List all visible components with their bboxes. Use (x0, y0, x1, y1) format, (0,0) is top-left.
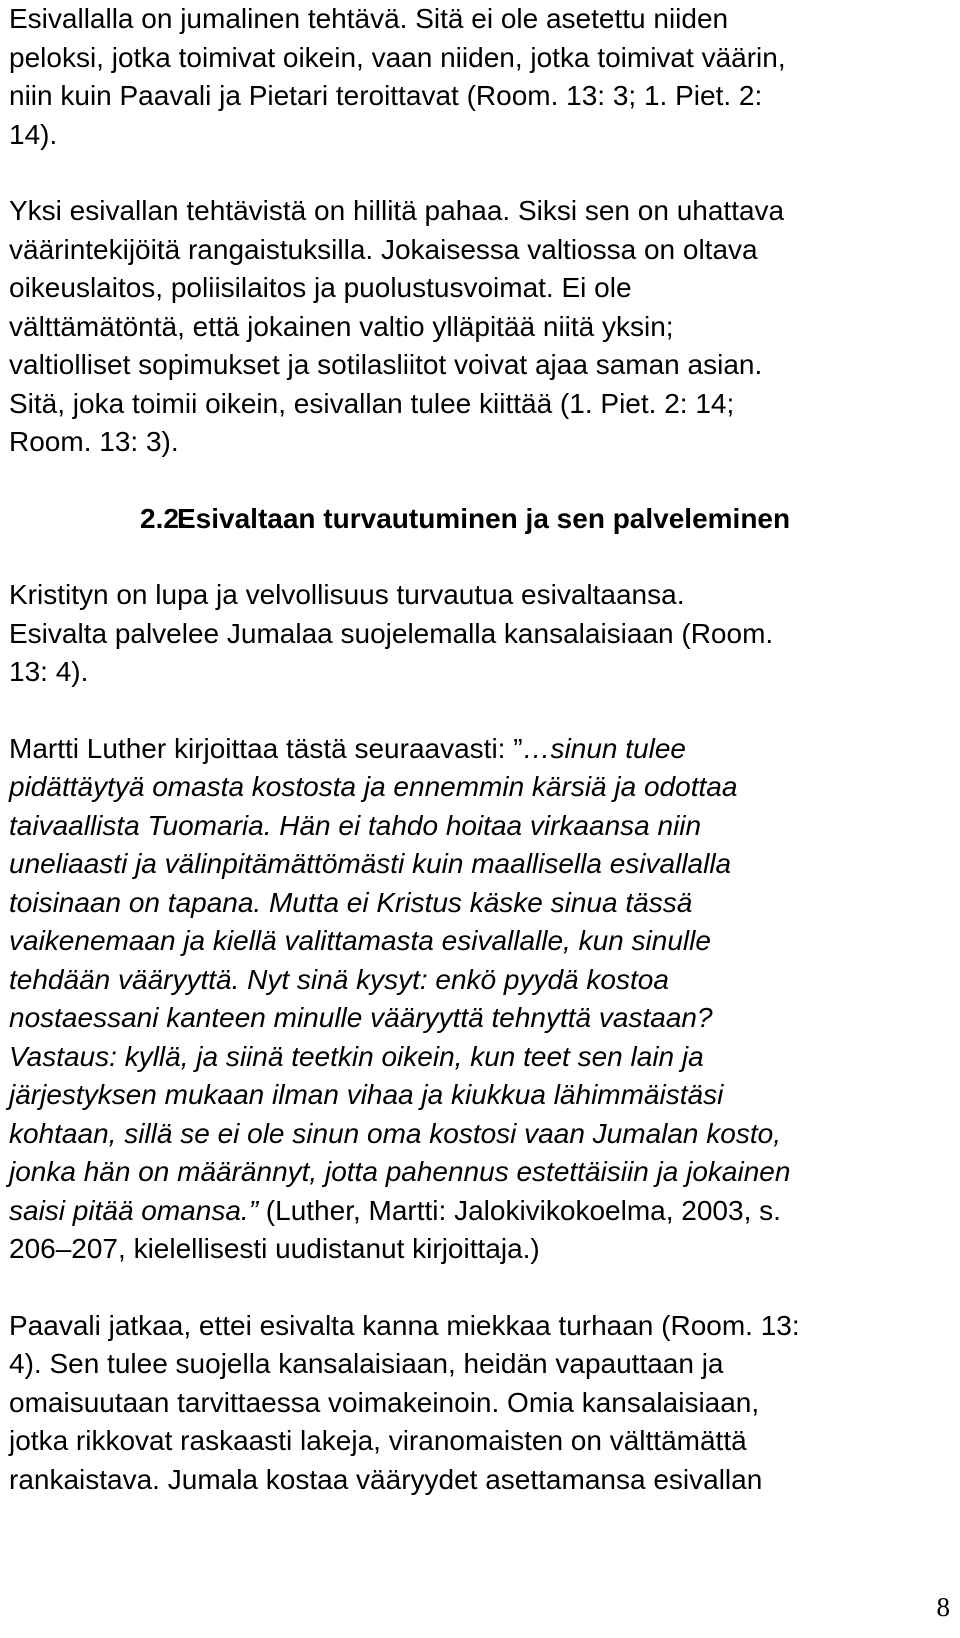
page-number: 8 (936, 1592, 950, 1622)
paragraph-right-to-refuge: Kristityn on lupa ja velvollisuus turvautua esivaltaansa. Esivalta palvelee Jumalaa suojelemalla kansalaisiaan (Room. 13: 4). (9, 579, 774, 687)
quote-citation: (Luther, Martti: Jalokivikokoelma, 2003, s. 206–207, kielellisesti uudistanut kirjoittaja.) (9, 1194, 781, 1264)
quote-italic-text: …sinun tulee pidättäytyä omasta kostosta ja ennemmin kärsiä ja odottaa taivaallista Tuomaria. Hän ei tahdo hoitaa virkaansa niin uneliaasti ja välinpitämättömästi kuin maallisella esivallalla toisinaan on tapana. Mutta ei Kristus käske sinua tässä vaikenemaan ja kiellä valittamasta esivallalle, kun sinulle tehdään vääryyttä. Nyt sinä kysyt: enkö pyydä kostoa nostaessani kanteen minulle vääryyttä tehnyttä vastaan? Vastaus: kyllä, ja siinä teetkin oikein, kun teet sen lain ja järjestyksen mukaan ilman vihaa ja kiukkua lähimmäistäsi kohtaan, sillä se ei ole sinun oma kostosi vaan Jumalan kosto, jonka hän on määrännyt, jotta pahennus estettäisiin ja jokainen saisi pitää omansa. (9, 732, 791, 1226)
paragraph-authority-task: Esivallalla on jumalinen tehtävä. Sitä ei ole asetettu niiden peloksi, jotka toimivat oikein, vaan niiden, jotka toimivat väärin, niin kuin Paavali ja Pietari teroittavat (Room. 13: 3; 1. Piet. 2: 14). (9, 3, 786, 150)
quote-intro: Martti Luther kirjoittaa tästä seuraavasti: (9, 732, 514, 764)
paragraph-sword: Paavali jatkaa, ettei esivalta kanna miekkaa turhaan (Room. 13: 4). Sen tulee suojella kansalaisiaan, heidän vapauttaan ja omaisuutaan tarvittaessa voimakeinoin. Omia kansalaisiaan, jotka rikkovat raskaasti lakeja, viranomaisten on välttämättä rankaistava. Jumala kostaa vääryydet asettamansa esivallan (9, 1309, 800, 1495)
page-body (9, 0, 954, 1499)
quote-close-mark: ” (248, 1194, 259, 1226)
section-number: 2.2. (140, 502, 187, 534)
section-title: Esivaltaan turvautuminen ja sen palveleminen (177, 502, 791, 534)
paragraph-restrain-evil: Yksi esivallan tehtävistä on hillitä pahaa. Siksi sen on uhattava väärintekijöitä rangaistuksilla. Jokaisessa valtiossa on oltava oikeuslaitos, poliisilaitos ja puolustusvoimat. Ei ole välttämätöntä, että jokainen valtio ylläpitää niitä yksin; valtiolliset sopimukset ja sotilasliitot voivat ajaa saman asian. Sitä, joka toimii oikein, esivallan tulee kiittää (1. Piet. 2: 14; Room. 13: 3). (9, 195, 785, 457)
quote-open-mark: ” (513, 732, 523, 764)
paragraph-luther-quote (9, 730, 954, 1269)
section-heading (9, 500, 954, 539)
